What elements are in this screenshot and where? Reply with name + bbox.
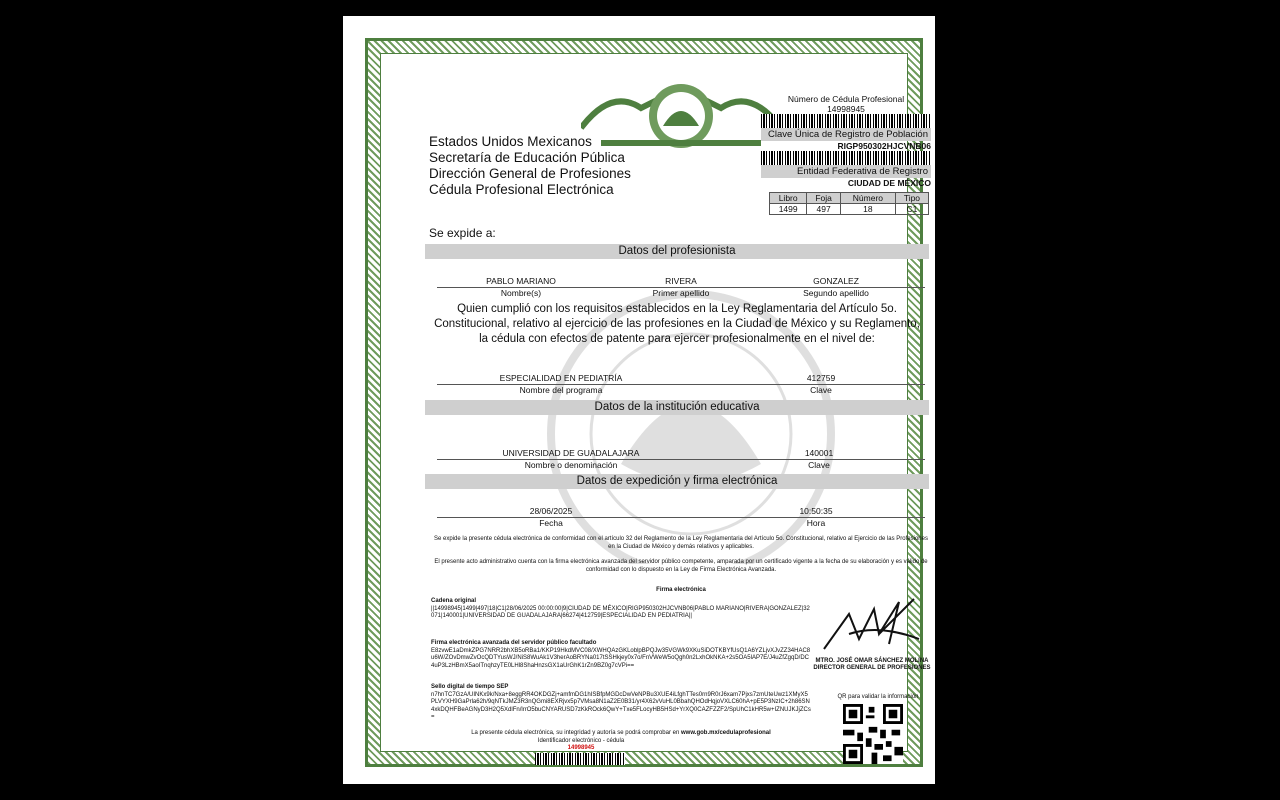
institucion-clave: 140001 <box>804 448 834 458</box>
firma-title: Firma electrónica <box>656 587 706 593</box>
nombre-value: PABLO MARIANO <box>486 276 556 286</box>
institucion-value: UNIVERSIDAD DE GUADALAJARA <box>502 448 640 458</box>
registry-value: 1499 <box>770 204 807 215</box>
paragraph-line: Quien cumplió con los requisitos establecidos en la Ley Reglamentaria del Artículo 5o. <box>457 303 897 315</box>
section-institucion: Datos de la institución educativa <box>425 400 929 415</box>
registry-panel <box>761 94 931 215</box>
section-expedicion: Datos de expedición y firma electrónica <box>425 474 929 489</box>
programa-clave: 412759 <box>806 373 836 383</box>
registry-header: Tipo <box>895 193 928 204</box>
se-expide-label: Se expide a: <box>429 226 496 240</box>
fea-block <box>431 640 811 670</box>
registry-value: 497 <box>807 204 841 215</box>
fecha-label: Fecha <box>539 518 563 528</box>
ap1-value: RIVERA <box>665 276 697 286</box>
barcode-icon <box>535 753 625 765</box>
ap2-value: GONZALEZ <box>813 276 859 286</box>
cadena-label: Cadena original <box>431 598 477 604</box>
legal-text: El presente acto administrativo cuenta con la firma electrónica avanzada del servidor público competente, amparada por un certificado vigente a la fecha de su elaboración y es válido de conformidad con lo dispuesto en la Ley de Firma Electrónica Avanzada. <box>434 559 928 573</box>
verify-url[interactable]: www.gob.mx/cedulaprofesional <box>681 730 771 736</box>
decorative-border <box>365 38 931 767</box>
verify-text: La presente cédula electrónica, su integridad y autoría se podrá comprobar en <box>471 730 680 736</box>
fecha-value: 28/06/2025 <box>529 506 573 516</box>
registry-header: Foja <box>807 193 841 204</box>
signer-title: DIRECTOR GENERAL DE PROFESIONES <box>813 665 931 671</box>
programa-clave-label: Clave <box>810 385 832 395</box>
id-label: Identificador electrónico - cédula <box>537 738 625 744</box>
cadena-block <box>431 598 811 621</box>
requirements-paragraph <box>425 302 929 347</box>
hora-label: Hora <box>806 518 826 528</box>
qr-code-icon <box>843 704 903 764</box>
id-value: 14998945 <box>567 745 595 751</box>
barcode-icon <box>761 114 931 128</box>
cedula-label: Número de Cédula Profesional <box>787 94 905 104</box>
ap1-label: Primer apellido <box>652 288 710 298</box>
entidad-value: CIUDAD DE MÉXICO <box>847 178 931 188</box>
issuer-line: Dirección General de Profesiones <box>429 166 631 181</box>
cadena-value: ||14998945|1499|497|18|C1|28/06/2025 00:00:00|9|CIUDAD DE MÉXICO|RIGP950302HJCVNB06|PABLO MARIANO|RIVERA|GONZALEZ|32071|140001|UNIVERSIDAD DE GUADALAJARA|66274|412759|ESPECIALIDAD EN PEDIATRIA|| <box>431 605 810 619</box>
hora-value: 10:50:35 <box>799 506 833 516</box>
registry-header: Libro <box>770 193 807 204</box>
curp-label: Clave Única de Registro de Población <box>761 128 931 141</box>
paragraph-line: Constitucional, relativo al ejercicio de las profesiones en la Ciudad de México y su Reglamento, <box>434 318 920 330</box>
entidad-label: Entidad Federativa de Registro <box>761 165 931 178</box>
paragraph-line: la cédula con efectos de patente para ejercer profesionalmente en el nivel de: <box>479 333 875 345</box>
nombre-label: Nombre(s) <box>500 288 542 298</box>
handwritten-signature-icon <box>819 594 929 654</box>
certificate-body <box>380 53 931 752</box>
cedula-number: 14998945 <box>827 104 865 114</box>
registry-table <box>769 192 929 215</box>
fea-label: Firma electrónica avanzada del servidor público facultado <box>431 640 597 646</box>
certificate-sheet <box>343 16 935 784</box>
issuer-line: Secretaría de Educación Pública <box>429 150 625 165</box>
barcode-icon <box>761 151 931 165</box>
issuer-heading <box>429 134 631 198</box>
issuer-line: Cédula Profesional Electrónica <box>429 182 614 197</box>
institucion-clave-label: Clave <box>808 460 830 470</box>
institucion-label: Nombre o denominación <box>524 460 618 470</box>
section-profesionista: Datos del profesionista <box>425 244 929 259</box>
sello-block <box>431 684 811 722</box>
registry-header: Número <box>840 193 895 204</box>
signer-name: MTRO. JOSÉ OMAR SÁNCHEZ MOLINA <box>815 658 929 664</box>
issuer-line: Estados Unidos Mexicanos <box>429 134 592 149</box>
verify-line <box>431 730 811 738</box>
fea-value: E8zvwE1aDmkZPG7NRR2bhXB5oRBa1/KKP19HkdMVC08/XWHQAzGKLoblpBPQJw35VGWk9XKuSiDOTKBYfUsQ1A6YZLjvXJvZZ34HAC8u6W/ZOvDmwZvOcQDTYusWJ/NiS8WuAk1V3herAoBRYNa017tSSHkjey0x7o/FnVWeW5oQgh0n2LxhOkNKA+2s5OA5lAP7E/J4uZfZgqD/DC4uP3LzHBmX5aoITnqhzyTE0LHl8ShaHnzsGX1aUrGhK1rZn9BZ0g7cVPi== <box>431 647 811 669</box>
sello-value: n7hnTC7GzA/UINKx9k/Nxa+8eggRR4OKDGZj+amfmDG1hISBfpMGDcDwVeNPBu3XUE4iLfghTTes0rn9R0rJ6xam7Pjxs7zmUteUwz1XMyX5PLVYXH9GaPrla62h/9qNTkJMZ3R3nQGmi8EXRjvx5p7VMsa8N1aZ2E0B31/yr4X62vVuHL0BbahQHOdHqjoVXLC60hA+pE5P3NzIC+2h86SN4xkDQHFBeAGNyD3H2Q5XdlFn/lrrO5buCNYARUSD7zKkROck6QwY+Txe5FLocyHB5HSd+YrXQ0CAZFZZF2/SpUhC1kHR5w+IZNUJKJjZCs= <box>431 691 811 720</box>
registry-value: 18 <box>840 204 895 215</box>
registry-value: C1 <box>895 204 928 215</box>
ap2-label: Segundo apellido <box>803 288 869 298</box>
legal-text: Se expide la presente cédula electrónica de conformidad con el artículo 32 del Reglamento de la Ley Reglamentaria del Artículo 5o. Constitucional, relativo al Ejercicio de las Profesiones en la Ciudad de México y demás relativos y aplicables. <box>434 536 928 550</box>
qr-label: QR para validar la información <box>837 694 919 700</box>
programa-value: ESPECIALIDAD EN PEDIATRÍA <box>499 373 623 383</box>
curp-value: RIGP950302HJCVNB06 <box>837 141 931 151</box>
programa-label: Nombre del programa <box>519 385 603 395</box>
sello-label: Sello digital de tiempo SEP <box>431 684 509 690</box>
